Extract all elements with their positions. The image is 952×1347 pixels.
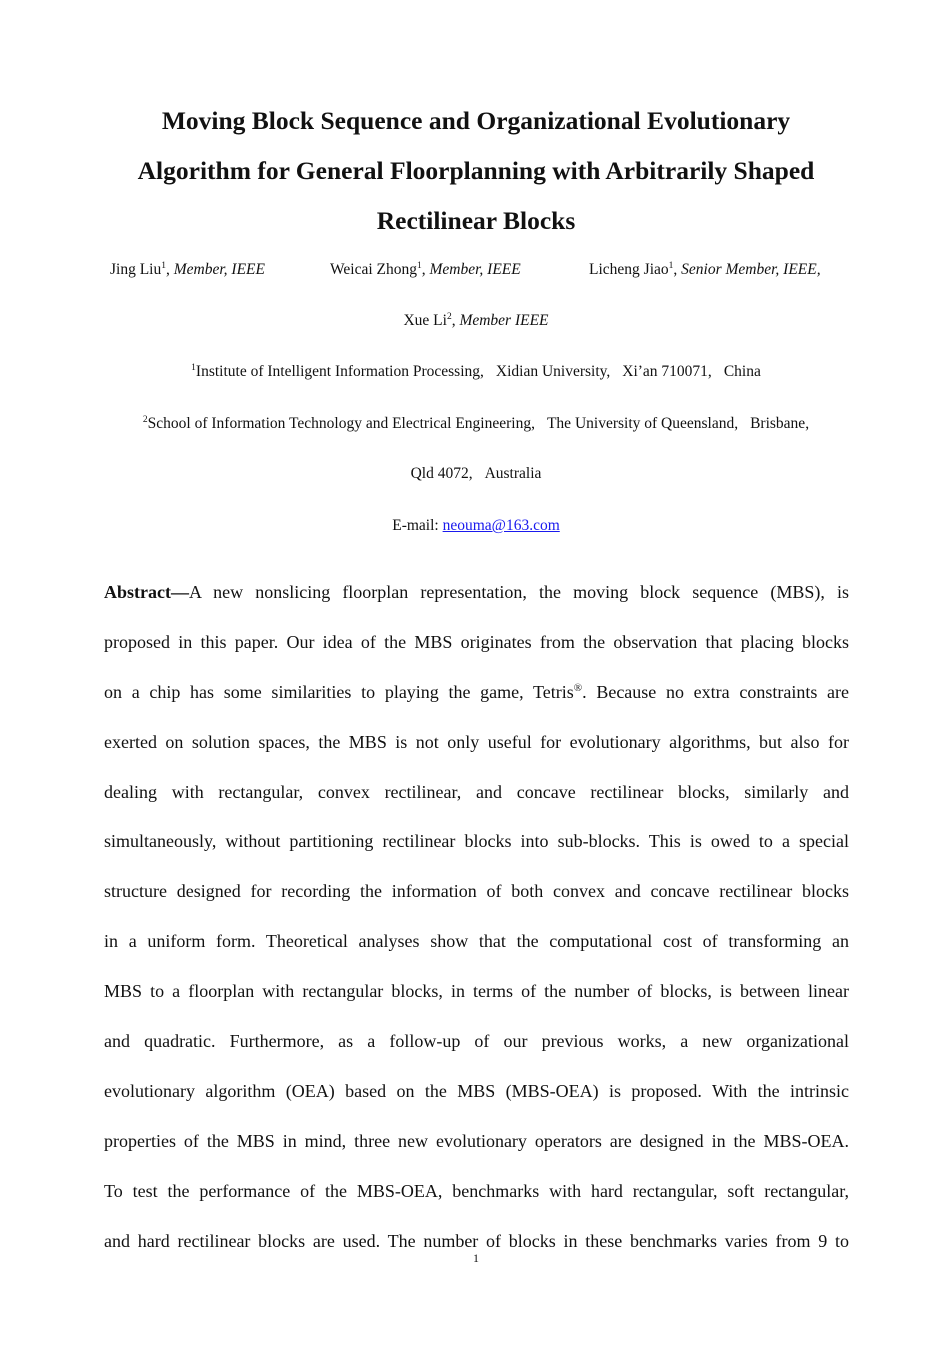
author: Weicai Zhong$^1$, Member, IEEE [330,261,521,278]
abstract-line: exerted on solution spaces, the MBS is not only useful for evolutionary algorithms, but also for [104,731,849,752]
abstract [104,568,849,1266]
paper-title [104,96,848,246]
abstract-line: and quadratic. Furthermore, as a follow-up of our previous works, a new organizational [104,1031,849,1052]
abstract-line: dealing with rectangular, convex rectilinear, and concave rectilinear blocks, similarly and [104,781,849,802]
abstract-line: in a uniform form. Theoretical analyses show that the computational cost of transforming an [104,931,849,952]
affiliation-2: $^2$School of Information Technology and Electrical Engineering, The University of Queensland, Brisbane, [142,415,810,432]
author: Jing Liu$^1$, Member, IEEE [110,261,265,278]
email-link[interactable]: neouma@163.com [442,517,560,534]
title-line: Rectilinear Blocks [376,206,576,235]
abstract-line: structure designed for recording the information of both convex and concave rectilinear blocks [104,881,849,902]
abstract-heading: Abstract— [104,582,189,602]
email-line [60,517,892,535]
abstract-line: properties of the MBS in mind, three new evolutionary operators are designed in the MBS-OEA. [104,1130,849,1151]
title-line: Algorithm for General Floorplanning with Arbitrarily Shaped [137,156,815,185]
registered-mark: ® [573,681,583,694]
author: Licheng Jiao$^1$, Senior Member, IEEE, [589,261,821,278]
affiliation-1: $^1$Institute of Intelligent Information Processing, Xidian University, Xi’an 710071, China [191,363,761,380]
abstract-line: proposed in this paper. Our idea of the MBS originates from the observation that placing blocks [104,631,849,652]
abstract-line: MBS to a floorplan with rectangular blocks, in terms of the number of blocks, is between linear [104,981,849,1002]
page-number: 1 [473,1251,479,1265]
abstract-line: Abstract—A new nonslicing floorplan representation, the moving block sequence (MBS), is [104,582,849,602]
abstract-line: simultaneously, without partitioning rectilinear blocks into sub-blocks. This is owed to a special [104,831,849,852]
abstract-line: and hard rectilinear blocks are used. The number of blocks in these benchmarks varies from 9 to [104,1230,849,1251]
author: Xue Li$^2$, Member IEEE [403,312,549,329]
title-line: Moving Block Sequence and Organizational Evolutionary [161,106,791,135]
affiliation-2-continued: Qld 4072, Australia [410,465,542,482]
abstract-line: on a chip has some similarities to playing the game, Tetris®. Because no extra constraints are [104,681,849,702]
email-label: E-mail: [392,517,443,534]
abstract-line: To test the performance of the MBS-OEA, benchmarks with hard rectangular, soft rectangular, [104,1180,849,1201]
abstract-line: evolutionary algorithm (OEA) based on the MBS (MBS-OEA) is proposed. With the intrinsic [104,1080,849,1101]
